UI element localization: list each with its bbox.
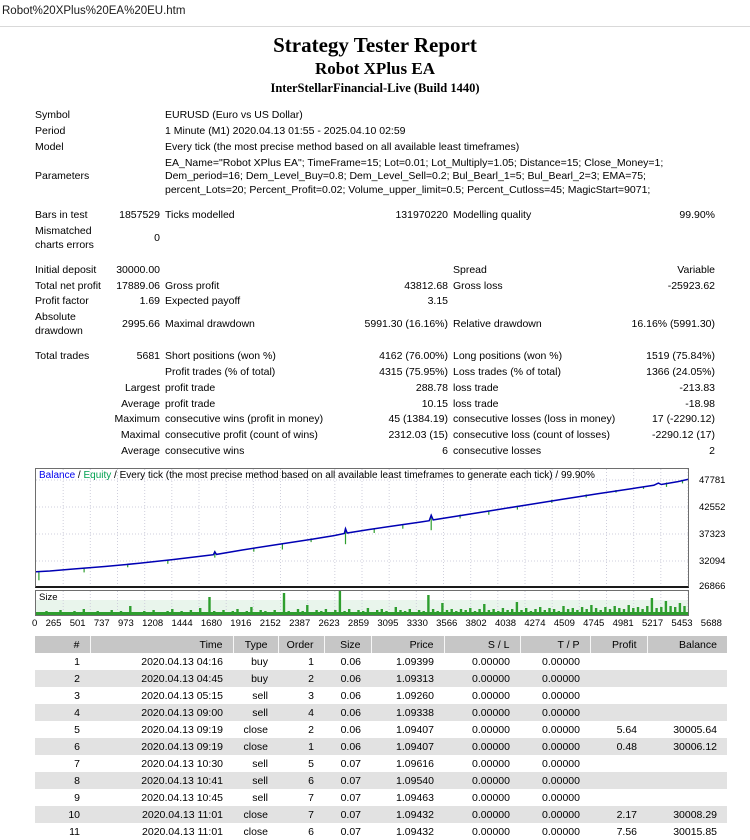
summary-row (35, 124, 715, 140)
trade-cell: 2020.04.13 11:01 (90, 806, 233, 823)
trade-cell: 0.00000 (520, 670, 590, 687)
trade-cell: 0.06 (340, 655, 361, 668)
trade-cell: 0.00000 (472, 723, 510, 736)
trade-cell: 0.00000 (444, 704, 520, 721)
trade-cell: 2020.04.13 10:45 (141, 791, 223, 804)
summary-value: 2995.66 (122, 318, 160, 331)
summary-gap (35, 340, 715, 349)
x-axis-tick-label: 501 (69, 618, 86, 630)
summary-label (160, 263, 330, 279)
trade-cell: 2020.04.13 09:00 (90, 704, 233, 721)
trade-row (35, 687, 727, 704)
trade-cell: 1 (308, 655, 314, 668)
summary-row (35, 349, 715, 365)
summary-label: Initial deposit (35, 263, 97, 276)
trade-cell: close (233, 806, 278, 823)
trade-cell (590, 704, 647, 721)
summary-row (35, 263, 715, 279)
summary-value: -18.98 (685, 397, 716, 410)
trades-column-header: Size (324, 636, 371, 653)
browser-tab[interactable] (0, 0, 750, 27)
trade-row (35, 704, 727, 721)
trade-row (35, 738, 727, 755)
summary-value (330, 263, 448, 279)
trade-cell (647, 704, 727, 721)
trade-cell: 0.00000 (542, 791, 580, 804)
trade-cell (647, 789, 727, 806)
summary-value: 1.69 (139, 295, 160, 308)
summary-value: 5681 (136, 350, 160, 363)
x-axis-tick-label: 4981 (612, 618, 634, 630)
trade-cell: 5 (74, 723, 80, 736)
trade-cell: 1.09540 (371, 772, 444, 789)
trade-row (35, 823, 727, 840)
trade-cell (647, 687, 727, 704)
summary-label: Modelling quality (453, 209, 532, 222)
summary-row (35, 381, 715, 397)
trade-cell: 0.00000 (520, 772, 590, 789)
trade-cell: 0.48 (590, 738, 647, 755)
summary-value: -2290.12 (17) (651, 429, 716, 442)
summary-value: Maximal (120, 429, 160, 442)
trade-cell: 1 (278, 738, 324, 755)
trade-cell (590, 772, 647, 789)
trades-column-header: Balance (647, 636, 727, 653)
summary-row (35, 156, 715, 200)
trade-cell: 2020.04.13 11:01 (142, 825, 223, 838)
x-axis-tick-label: 2859 (347, 618, 370, 630)
trade-cell: 0.00000 (520, 738, 590, 755)
summary-value (330, 224, 448, 254)
size-plot (36, 591, 688, 615)
trade-cell: sell (252, 791, 268, 804)
summary-value (108, 124, 160, 140)
broker-build-line: InterStellarFinancial-Live (Build 1440) (270, 81, 480, 95)
summary-label: consecutive wins (profit in money) (165, 413, 324, 426)
trade-cell: 6 (308, 825, 314, 838)
trade-cell (647, 772, 727, 789)
summary-label: Every tick (the most precise method based on all available least timeframes) (165, 140, 520, 153)
trade-cell: 0.00000 (472, 689, 510, 702)
trade-row (35, 653, 727, 670)
summary-label: Loss trades (% of total) (453, 365, 561, 378)
legend-model-note: Every tick (the most precise method based on all available least timeframes to generate each tick) / 99.90% (119, 470, 595, 482)
legend-separator: / (111, 470, 120, 482)
x-axis-tick-label: 4509 (553, 618, 575, 630)
trade-cell (590, 653, 647, 670)
summary-label (448, 224, 598, 254)
trade-cell: 2020.04.13 05:15 (141, 689, 223, 702)
trade-cell: 0.00000 (472, 791, 510, 804)
trade-cell: 0.00000 (520, 806, 590, 823)
trade-cell: 0.07 (340, 825, 361, 838)
trade-cell: 11 (69, 825, 80, 838)
summary-label: loss trade (453, 397, 499, 410)
x-axis-tick-label: 973 (117, 618, 134, 630)
trades-column-header: Type (233, 636, 278, 653)
summary-row (35, 108, 715, 124)
trade-cell: 0.00000 (444, 806, 520, 823)
summary-value (598, 224, 715, 254)
summary-row (35, 428, 715, 444)
trade-cell: 2020.04.13 09:19 (141, 723, 223, 736)
trades-column-header: Price (371, 636, 444, 653)
trades-column-header: # (35, 636, 90, 653)
summary-label: Expected payoff (165, 295, 241, 308)
summary-value: 2312.03 (15) (388, 429, 448, 442)
trade-cell: 1.09432 (396, 825, 434, 838)
trade-cell: 2020.04.13 09:19 (90, 738, 233, 755)
trade-cell (647, 755, 727, 772)
summary-value: -213.83 (679, 381, 716, 394)
summary-value: 43812.68 (404, 279, 448, 292)
trade-cell: buy (251, 655, 268, 668)
summary-value: Average (121, 397, 160, 410)
trade-cell: 30008.29 (647, 806, 727, 823)
trade-cell: 0.00000 (444, 670, 520, 687)
balance-chart-block (32, 468, 750, 630)
trade-cell: 2020.04.13 10:30 (141, 757, 223, 770)
trade-cell: close (243, 723, 268, 736)
trade-row (35, 789, 727, 806)
x-axis-tick-label: 2387 (289, 618, 311, 630)
trade-cell: 8 (35, 772, 90, 789)
trade-cell: 0.00000 (542, 689, 580, 702)
legend-balance: Balance (39, 470, 76, 482)
trade-cell: 1.09260 (396, 689, 434, 702)
summary-row (35, 140, 715, 156)
summary-label (35, 381, 108, 397)
x-axis-tick-label: 3566 (436, 618, 458, 630)
chart-legend (39, 470, 595, 481)
summary-value: 99.90% (679, 209, 716, 222)
trade-cell: 7 (278, 806, 324, 823)
trade-cell: 0.00000 (472, 825, 510, 838)
summary-label (35, 365, 108, 381)
trade-cell: 1.09432 (371, 806, 444, 823)
trade-cell: 0.07 (324, 772, 371, 789)
trade-cell (590, 755, 647, 772)
chart-x-axis (32, 618, 722, 629)
trade-cell: 5.64 (616, 723, 637, 736)
report-title: Strategy Tester Report (273, 33, 477, 57)
summary-value: 3.15 (427, 295, 448, 308)
trade-cell: 30006.12 (647, 738, 727, 755)
trade-cell: 2020.04.13 04:16 (141, 655, 223, 668)
summary-row (35, 444, 715, 460)
summary-row (35, 208, 715, 224)
trade-cell: 10 (35, 806, 90, 823)
trade-row (35, 806, 727, 823)
summary-label: 1 Minute (M1) 2020.04.13 01:55 - 2025.04.10 02:59 (165, 124, 406, 137)
trade-cell: 7 (308, 791, 314, 804)
trade-cell: 0.06 (324, 670, 371, 687)
summary-label: Model (35, 140, 64, 153)
summary-value (108, 156, 160, 200)
trade-cell: sell (252, 689, 268, 702)
summary-label: Ticks modelled (165, 209, 235, 222)
summary-row (35, 224, 715, 254)
size-panel-label: Size (39, 592, 58, 604)
trade-row (35, 670, 727, 687)
trades-table (35, 636, 727, 840)
trade-cell: 1 (74, 655, 80, 668)
summary-label: Short positions (won %) (165, 350, 276, 363)
trade-cell: 6 (278, 772, 324, 789)
summary-label: Total trades (35, 350, 90, 363)
summary-row (35, 412, 715, 428)
summary-label: Gross profit (165, 279, 220, 292)
summary-label: Spread (453, 263, 487, 276)
trade-cell: 1.09399 (396, 655, 434, 668)
summary-label: Total net profit (35, 279, 101, 292)
trade-cell: 3 (74, 689, 80, 702)
trade-cell: sell (233, 772, 278, 789)
summary-value: 4315 (75.95%) (379, 365, 448, 378)
summary-value: -25923.62 (667, 279, 716, 292)
trade-cell (590, 670, 647, 687)
summary-label (35, 444, 108, 460)
trade-cell: close (243, 825, 268, 838)
summary-label: Bars in test (35, 209, 88, 222)
trade-cell: 2 (278, 670, 324, 687)
summary-gap (35, 199, 715, 208)
trade-cell: 4 (35, 704, 90, 721)
summary-label: consecutive losses (loss in money) (453, 413, 616, 426)
summary-row (35, 310, 715, 340)
trade-cell: 0.00000 (542, 723, 580, 736)
trade-cell: 2020.04.13 10:41 (90, 772, 233, 789)
trade-cell: 3 (308, 689, 314, 702)
trade-cell (590, 687, 647, 704)
trades-column-header: S / L (444, 636, 520, 653)
trades-column-header: Time (90, 636, 233, 653)
trade-cell: 1.09463 (396, 791, 434, 804)
summary-label (160, 224, 330, 254)
x-axis-tick-label: 4745 (583, 618, 605, 630)
trades-column-header: T / P (520, 636, 590, 653)
x-axis-tick-label: 3802 (465, 618, 487, 630)
tab-title: Robot%20XPlus%20EA%20EU.htm (2, 5, 186, 17)
summary-row (35, 340, 715, 349)
summary-value (598, 294, 715, 310)
summary-label: Mismatched charts errors (35, 225, 94, 251)
summary-label: consecutive losses (453, 445, 542, 458)
summary-value: Maximum (114, 413, 160, 426)
trade-cell: sell (252, 757, 268, 770)
y-axis-tick-label: 32094 (699, 556, 726, 568)
summary-label: Profit trades (% of total) (165, 365, 276, 378)
summary-value: 5991.30 (16.16%) (364, 318, 448, 331)
trade-cell: 2 (35, 670, 90, 687)
summary-label: Profit factor (35, 295, 89, 308)
summary-value: 45 (1384.19) (388, 413, 448, 426)
summary-label: profit trade (165, 381, 216, 394)
summary-value: 2 (709, 445, 716, 458)
summary-label: consecutive wins (165, 445, 245, 458)
x-axis-tick-label: 265 (45, 618, 62, 630)
trade-cell: 30015.85 (673, 825, 717, 838)
summary-value: 131970220 (395, 209, 448, 222)
x-axis-tick-label: 5688 (700, 618, 722, 630)
summary-value: 1366 (24.05%) (646, 365, 716, 378)
legend-separator: / (75, 470, 84, 482)
trades-table-body (35, 653, 727, 840)
trade-cell: buy (233, 670, 278, 687)
trade-cell: 5 (308, 757, 314, 770)
summary-label: EURUSD (Euro vs US Dollar) (165, 109, 303, 121)
summary-value (108, 365, 160, 381)
x-axis-tick-label: 4274 (524, 618, 546, 630)
summary-value: 0 (154, 231, 160, 244)
summary-label (35, 412, 108, 428)
x-axis-tick-label: 5217 (641, 618, 664, 630)
summary-label: Parameters (35, 170, 90, 183)
summary-table-body (35, 108, 715, 460)
x-axis-tick-label: 4038 (494, 618, 517, 630)
legend-equity: Equity (83, 470, 112, 482)
summary-row (35, 279, 715, 295)
trade-cell: 0.00000 (444, 772, 520, 789)
x-axis-tick-label: 1916 (230, 618, 252, 630)
summary-value: 4162 (76.00%) (379, 350, 448, 363)
balance-equity-panel (35, 468, 689, 588)
trade-cell: 0.07 (340, 791, 361, 804)
trade-cell: 1.09407 (396, 723, 434, 736)
x-axis-tick-label: 0 (32, 618, 38, 630)
trade-cell: 4 (278, 704, 324, 721)
summary-value: 288.78 (415, 381, 448, 394)
summary-label: Symbol (35, 109, 71, 121)
trade-cell: 0.00000 (444, 738, 520, 755)
summary-label: loss trade (453, 381, 499, 394)
trade-cell: 1.09407 (371, 738, 444, 755)
summary-label: Period (35, 124, 66, 137)
trade-cell: 0.00000 (520, 704, 590, 721)
summary-label: EA_Name="Robot XPlus EA"; TimeFrame=15; Lot=0.01; Lot_Multiply=1.05; Distance=15; Close_Money=1; Dem_period=16; Dem_Level_Buy=0.8; Dem_Level_Sell=0.2; Bul_Bearl_1=5; Bul_Bearl_2=3; EMA=75; percent_Lots=20; Percent_Profit=0.02; Volume_upper_limit=0.5; Percent_Cutloss=45; MagicStart=9071; (165, 156, 664, 197)
ea-name-title: Robot XPlus EA (315, 59, 435, 78)
summary-value: 6 (442, 445, 448, 458)
x-axis-tick-label: 737 (93, 618, 110, 630)
y-axis-tick-label: 37323 (699, 529, 726, 541)
summary-label: Gross loss (453, 279, 503, 292)
x-axis-tick-label: 1208 (142, 618, 164, 630)
summary-label: Long positions (won %) (453, 350, 563, 363)
summary-value: 30000.00 (116, 263, 160, 276)
trade-cell: 0.00000 (542, 825, 580, 838)
summary-value: Average (121, 445, 160, 458)
trade-cell: 1.09313 (371, 670, 444, 687)
trades-column-header: Order (278, 636, 324, 653)
summary-value (108, 140, 160, 156)
size-panel (35, 590, 689, 616)
trade-cell: 0.06 (324, 704, 371, 721)
trade-cell: 2.17 (590, 806, 647, 823)
x-axis-tick-label: 1680 (200, 618, 223, 630)
trade-cell: 30005.64 (673, 723, 717, 736)
summary-row (35, 199, 715, 208)
summary-row (35, 254, 715, 263)
trade-cell: 0.07 (340, 757, 361, 770)
summary-gap (35, 254, 715, 263)
trade-cell: 0.07 (324, 806, 371, 823)
trade-cell: 0.06 (324, 738, 371, 755)
trades-header-row (35, 636, 727, 653)
summary-row (35, 294, 715, 310)
x-axis-tick-label: 2152 (259, 618, 281, 630)
summary-label: consecutive profit (count of wins) (165, 429, 318, 442)
x-axis-tick-label: 5453 (671, 618, 693, 630)
trade-cell: 1.09616 (396, 757, 434, 770)
summary-value: Variable (677, 263, 716, 276)
trade-row (35, 772, 727, 789)
y-axis-tick-label: 47781 (699, 475, 726, 487)
chart-y-axis (696, 468, 750, 593)
summary-value (108, 108, 160, 124)
trade-cell: 0.00000 (542, 757, 580, 770)
summary-label: Maximal drawdown (165, 318, 255, 331)
trade-row (35, 721, 727, 738)
x-axis-tick-label: 2623 (318, 618, 340, 630)
trade-cell: 7.56 (616, 825, 637, 838)
trade-cell: 7 (74, 757, 80, 770)
x-axis-tick-label: 3095 (377, 618, 399, 630)
trade-cell: 9 (74, 791, 80, 804)
summary-value: Largest (124, 381, 160, 394)
summary-value: 17889.06 (116, 279, 160, 292)
summary-row (35, 397, 715, 413)
trade-cell: sell (233, 704, 278, 721)
summary-label: profit trade (165, 397, 216, 410)
y-axis-tick-label: 26866 (699, 581, 726, 593)
summary-label: Relative drawdown (453, 318, 542, 331)
summary-value: 17 (-2290.12) (651, 413, 716, 426)
summary-row (35, 365, 715, 381)
trade-cell: 6 (35, 738, 90, 755)
trade-cell: 0.00000 (542, 655, 580, 668)
trades-column-header: Profit (590, 636, 647, 653)
trade-cell: 0.00000 (472, 655, 510, 668)
summary-value: 16.16% (5991.30) (631, 318, 716, 331)
summary-label: consecutive loss (count of losses) (453, 429, 610, 442)
trade-cell: 2 (308, 723, 314, 736)
summary-value: 10.15 (421, 397, 448, 410)
summary-label (35, 428, 108, 444)
trade-cell (590, 789, 647, 806)
balance-equity-plot (36, 469, 688, 586)
summary-value: 1519 (75.84%) (646, 350, 716, 363)
summary-value: 1857529 (119, 209, 160, 222)
trade-cell: 0.06 (340, 723, 361, 736)
trade-cell: 0.06 (340, 689, 361, 702)
x-axis-tick-label: 3330 (406, 618, 428, 630)
y-axis-tick-label: 42552 (699, 502, 726, 514)
summary-label (448, 294, 598, 310)
summary-label (35, 397, 108, 413)
trade-cell: 0.00000 (472, 757, 510, 770)
trade-cell: 1.09338 (371, 704, 444, 721)
trade-cell (647, 653, 727, 670)
trade-cell (647, 670, 727, 687)
trade-cell: close (233, 738, 278, 755)
summary-label: Absolute drawdown (35, 311, 83, 338)
trade-row (35, 755, 727, 772)
summary-table (35, 108, 715, 460)
x-axis-tick-label: 1444 (171, 618, 193, 630)
trade-cell: 2020.04.13 04:45 (90, 670, 233, 687)
